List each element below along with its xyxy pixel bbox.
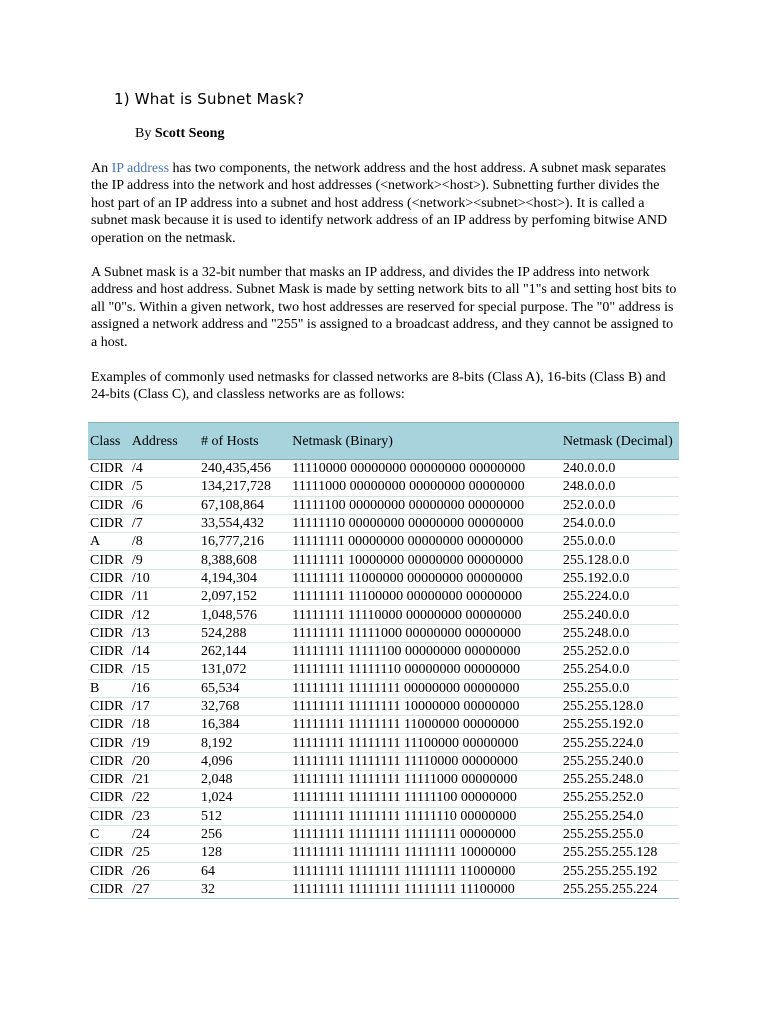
table-row (88, 624, 679, 642)
cell-hosts: 4,096 (199, 752, 290, 770)
cell-hosts: 32,768 (199, 697, 290, 715)
cell-hosts: 1,024 (199, 789, 290, 807)
cell-address: /5 (130, 478, 199, 496)
cell-class: CIDR (88, 460, 130, 478)
cell-hosts: 1,048,576 (199, 606, 290, 624)
cell-address: /12 (130, 606, 199, 624)
cell-address: /17 (130, 697, 199, 715)
cell-netmask-decimal: 255.248.0.0 (561, 624, 679, 642)
cell-netmask-decimal: 255.192.0.0 (561, 569, 679, 587)
cell-address: /22 (130, 789, 199, 807)
table-header-row (88, 423, 679, 460)
cell-netmask-binary: 11111000 00000000 00000000 00000000 (290, 478, 561, 496)
cell-address: /27 (130, 880, 199, 898)
cell-class: CIDR (88, 807, 130, 825)
cell-hosts: 262,144 (199, 642, 290, 660)
ip-address-link[interactable]: IP address (111, 161, 170, 176)
cell-netmask-decimal: 255.255.240.0 (561, 752, 679, 770)
cell-netmask-binary: 11111111 11111111 11111111 11000000 (290, 862, 561, 880)
cell-class: C (88, 825, 130, 843)
cell-netmask-binary: 11111110 00000000 00000000 00000000 (290, 514, 561, 532)
table-row (88, 789, 679, 807)
cell-netmask-binary: 11111111 11111111 11111100 00000000 (290, 789, 561, 807)
table-row (88, 752, 679, 770)
cell-class: CIDR (88, 844, 130, 862)
paragraph-intro-body: has two components, the network address and the host address. A subnet mask separates the IP address into the network and host addresses (<network><host>). Subnetting further divides the host part of an IP address into a subnet and host address (<network><subnet><host>). It is called a subnet mask because it is used to identify network address of an IP address by perfoming bitwise AND operation on the netmask. (91, 161, 668, 246)
cell-address: /19 (130, 734, 199, 752)
table-row (88, 734, 679, 752)
table-row (88, 642, 679, 660)
cell-netmask-decimal: 255.255.192.0 (561, 716, 679, 734)
cell-netmask-binary: 11111111 11100000 00000000 00000000 (290, 588, 561, 606)
cell-hosts: 134,217,728 (199, 478, 290, 496)
table-row (88, 551, 679, 569)
cell-netmask-decimal: 255.255.255.128 (561, 844, 679, 862)
cell-netmask-binary: 11111111 11110000 00000000 00000000 (290, 606, 561, 624)
cell-hosts: 8,192 (199, 734, 290, 752)
cell-hosts: 2,048 (199, 771, 290, 789)
cell-netmask-decimal: 255.255.252.0 (561, 789, 679, 807)
cell-netmask-decimal: 255.255.254.0 (561, 807, 679, 825)
table-row (88, 588, 679, 606)
cell-netmask-binary: 11110000 00000000 00000000 00000000 (290, 460, 561, 478)
cell-netmask-decimal: 255.0.0.0 (561, 533, 679, 551)
cell-netmask-decimal: 255.254.0.0 (561, 661, 679, 679)
cell-class: CIDR (88, 789, 130, 807)
cell-class: CIDR (88, 697, 130, 715)
cell-class: CIDR (88, 752, 130, 770)
cell-address: /15 (130, 661, 199, 679)
cell-hosts: 4,194,304 (199, 569, 290, 587)
cell-hosts: 67,108,864 (199, 496, 290, 514)
cell-netmask-binary: 11111111 11111100 00000000 00000000 (290, 642, 561, 660)
cell-class: CIDR (88, 551, 130, 569)
table-row (88, 825, 679, 843)
cell-netmask-binary: 11111111 11111000 00000000 00000000 (290, 624, 561, 642)
cell-hosts: 128 (199, 844, 290, 862)
cell-hosts: 256 (199, 825, 290, 843)
cell-address: /14 (130, 642, 199, 660)
cell-netmask-binary: 11111111 11000000 00000000 00000000 (290, 569, 561, 587)
cell-hosts: 524,288 (199, 624, 290, 642)
table-row (88, 661, 679, 679)
paragraph-subnet-definition: A Subnet mask is a 32-bit number that masks an IP address, and divides the IP address into network address and host address. Subnet Mask is made by setting network bits to all "1"s and setting host bits to all "0"s. Within a given network, two host addresses are reserved for special purpose. The "0" address is assigned a network address and "255" is assigned to a broadcast address, and they cannot be assigned to a host. (91, 265, 677, 350)
header-netmask-decimal: Netmask (Decimal) (561, 423, 679, 460)
table-row (88, 880, 679, 898)
cell-netmask-binary: 11111111 11111111 11111111 00000000 (290, 825, 561, 843)
cell-hosts: 240,435,456 (199, 460, 290, 478)
cell-class: CIDR (88, 478, 130, 496)
table-row (88, 533, 679, 551)
cell-hosts: 16,384 (199, 716, 290, 734)
cell-address: /25 (130, 844, 199, 862)
cell-netmask-decimal: 255.252.0.0 (561, 642, 679, 660)
cell-address: /20 (130, 752, 199, 770)
table-row (88, 807, 679, 825)
byline (135, 126, 224, 142)
paragraph-examples: Examples of commonly used netmasks for classed networks are 8-bits (Class A), 16-bits (Class B) and 24-bits (Class C), and classless networks are as follows: (91, 370, 666, 403)
cell-hosts: 16,777,216 (199, 533, 290, 551)
cell-netmask-decimal: 255.255.255.0 (561, 825, 679, 843)
cell-netmask-binary: 11111111 11111111 11000000 00000000 (290, 716, 561, 734)
header-class: Class (88, 423, 130, 460)
table-row (88, 697, 679, 715)
cell-hosts: 32 (199, 880, 290, 898)
cell-class: CIDR (88, 514, 130, 532)
cell-address: /24 (130, 825, 199, 843)
table-row (88, 862, 679, 880)
cell-netmask-binary: 11111111 00000000 00000000 00000000 (290, 533, 561, 551)
cell-address: /26 (130, 862, 199, 880)
cell-class: CIDR (88, 880, 130, 898)
cell-netmask-decimal: 255.224.0.0 (561, 588, 679, 606)
cell-class: CIDR (88, 716, 130, 734)
cell-address: /23 (130, 807, 199, 825)
table-body (88, 460, 679, 899)
cell-class: CIDR (88, 642, 130, 660)
cell-class: CIDR (88, 569, 130, 587)
cell-address: /21 (130, 771, 199, 789)
cell-address: /7 (130, 514, 199, 532)
cell-netmask-decimal: 240.0.0.0 (561, 460, 679, 478)
paragraph-intro-lead: An (91, 161, 112, 176)
cell-netmask-decimal: 248.0.0.0 (561, 478, 679, 496)
cell-address: /8 (130, 533, 199, 551)
cell-netmask-binary: 11111111 11111110 00000000 00000000 (290, 661, 561, 679)
cell-netmask-binary: 11111111 11111111 11111111 11100000 (290, 880, 561, 898)
cell-class: CIDR (88, 588, 130, 606)
netmask-table (88, 422, 679, 899)
table-row (88, 606, 679, 624)
cell-class: CIDR (88, 624, 130, 642)
table-row (88, 478, 679, 496)
page-title: 1) What is Subnet Mask? (114, 90, 305, 108)
cell-netmask-binary: 11111111 11111111 00000000 00000000 (290, 679, 561, 697)
table-row (88, 460, 679, 478)
cell-hosts: 2,097,152 (199, 588, 290, 606)
paragraph-intro (91, 160, 681, 247)
cell-class: CIDR (88, 661, 130, 679)
cell-netmask-decimal: 254.0.0.0 (561, 514, 679, 532)
cell-netmask-decimal: 252.0.0.0 (561, 496, 679, 514)
cell-class: CIDR (88, 862, 130, 880)
cell-address: /13 (130, 624, 199, 642)
cell-class: A (88, 533, 130, 551)
cell-hosts: 131,072 (199, 661, 290, 679)
cell-netmask-decimal: 255.240.0.0 (561, 606, 679, 624)
cell-netmask-decimal: 255.255.128.0 (561, 697, 679, 715)
table-row (88, 771, 679, 789)
cell-class: CIDR (88, 606, 130, 624)
cell-hosts: 65,534 (199, 679, 290, 697)
cell-address: /9 (130, 551, 199, 569)
cell-hosts: 64 (199, 862, 290, 880)
cell-netmask-decimal: 255.255.248.0 (561, 771, 679, 789)
table-row (88, 844, 679, 862)
author-name: Scott Seong (154, 126, 225, 141)
cell-netmask-binary: 11111111 11111111 11111110 00000000 (290, 807, 561, 825)
cell-address: /16 (130, 679, 199, 697)
cell-netmask-binary: 11111111 11111111 10000000 00000000 (290, 697, 561, 715)
byline-prefix: By (135, 126, 152, 141)
cell-address: /18 (130, 716, 199, 734)
table-row (88, 679, 679, 697)
cell-netmask-binary: 11111111 11111111 11111000 00000000 (290, 771, 561, 789)
cell-address: /6 (130, 496, 199, 514)
cell-class: B (88, 679, 130, 697)
cell-netmask-binary: 11111111 11111111 11100000 00000000 (290, 734, 561, 752)
cell-netmask-decimal: 255.128.0.0 (561, 551, 679, 569)
table-row (88, 716, 679, 734)
header-address: Address (130, 423, 199, 460)
cell-netmask-binary: 11111111 10000000 00000000 00000000 (290, 551, 561, 569)
cell-netmask-decimal: 255.255.255.224 (561, 880, 679, 898)
cell-hosts: 512 (199, 807, 290, 825)
cell-hosts: 33,554,432 (199, 514, 290, 532)
table-row (88, 496, 679, 514)
header-hosts: # of Hosts (199, 423, 290, 460)
cell-netmask-decimal: 255.255.224.0 (561, 734, 679, 752)
cell-class: CIDR (88, 734, 130, 752)
cell-netmask-decimal: 255.255.255.192 (561, 862, 679, 880)
table-row (88, 569, 679, 587)
cell-netmask-binary: 11111111 11111111 11110000 00000000 (290, 752, 561, 770)
cell-netmask-binary: 11111100 00000000 00000000 00000000 (290, 496, 561, 514)
cell-netmask-decimal: 255.255.0.0 (561, 679, 679, 697)
cell-hosts: 8,388,608 (199, 551, 290, 569)
cell-address: /11 (130, 588, 199, 606)
header-netmask-binary: Netmask (Binary) (290, 423, 561, 460)
cell-class: CIDR (88, 496, 130, 514)
cell-address: /4 (130, 460, 199, 478)
cell-address: /10 (130, 569, 199, 587)
cell-netmask-binary: 11111111 11111111 11111111 10000000 (290, 844, 561, 862)
table-row (88, 514, 679, 532)
cell-class: CIDR (88, 771, 130, 789)
